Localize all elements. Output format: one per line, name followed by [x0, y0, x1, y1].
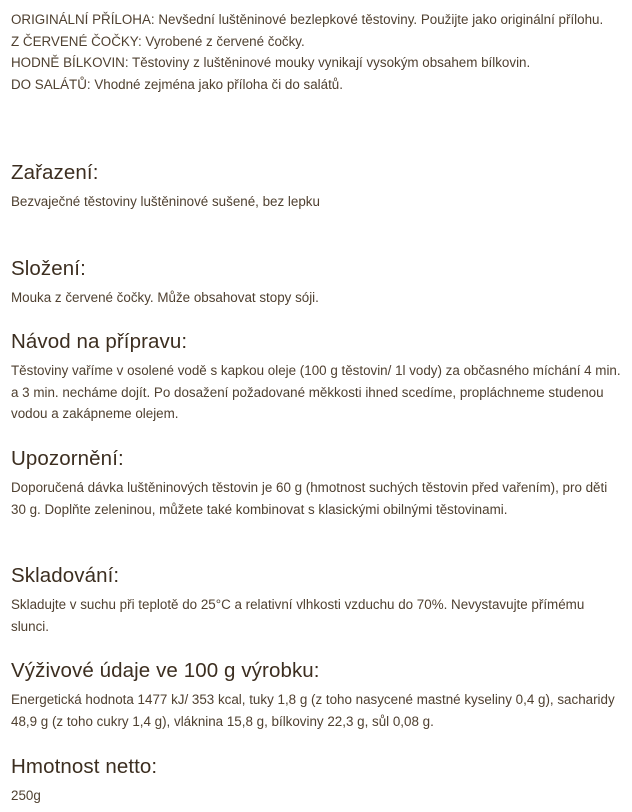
section-text: Těstoviny vaříme v osolené vodě s kapkou oleje (100 g těstovin/ 1l vody) za občasného míchání 4 min. a 3 min. necháme dojít. Po dosažení požadované měkkosti ihned scedíme, propláchneme studenou vodou a zakápneme olejem. — [11, 363, 621, 421]
section-text: Mouka z červené čočky. Může obsahovat stopy sóji. — [11, 290, 319, 305]
section-heading: Výživové údaje ve 100 g výrobku: — [11, 659, 320, 682]
section-vyzivove-udaje — [11, 658, 621, 732]
section-slozeni — [11, 256, 621, 309]
product-intro — [11, 9, 621, 95]
intro-hodne-bilkovin: HODNĚ BÍLKOVIN: Těstoviny z luštěninové mouky vynikají vysokým obsahem bílkovin. — [11, 55, 531, 70]
section-text: Doporučená dávka luštěninových těstovin je 60 g (hmotnost suchých těstovin před vařením), pro děti 30 g. Doplňte zeleninou, můžete také kombinovat s klasickými obilnými těstovinami. — [11, 480, 608, 517]
section-heading: Hmotnost netto: — [11, 755, 158, 778]
intro-original-priloha: ORIGINÁLNÍ PŘÍLOHA: Nevšední luštěninové bezlepkové těstoviny. Použijte jako originální přílohu. — [11, 12, 604, 27]
section-navod — [11, 329, 621, 425]
section-text: Bezvaječné těstoviny luštěninové sušené, bez lepku — [11, 194, 320, 209]
section-heading: Složení: — [11, 257, 86, 280]
section-heading: Návod na přípravu: — [11, 330, 188, 353]
section-hmotnost-netto — [11, 754, 621, 807]
section-heading: Upozornění: — [11, 447, 124, 470]
section-skladovani — [11, 563, 621, 637]
intro-do-salatu: DO SALÁTŮ: Vhodné zejména jako příloha či do salátů. — [11, 76, 343, 92]
section-zarazeni — [11, 160, 621, 213]
section-text: 250g — [11, 788, 41, 803]
section-heading: Zařazení: — [11, 161, 99, 184]
section-upozorneni — [11, 446, 621, 520]
section-text: Skladujte v suchu při teplotě do 25°C a relativní vlhkosti vzduchu do 70%. Nevystavujte přímému slunci. — [11, 597, 585, 634]
section-text: Energetická hodnota 1477 kJ/ 353 kcal, tuky 1,8 g (z toho nasycené mastné kyseliny 0,4 g), sacharidy 48,9 g (z toho cukry 1,4 g), vláknina 15,8 g, bílkoviny 22,3 g, sůl 0,08 g. — [11, 692, 615, 729]
section-heading: Skladování: — [11, 564, 120, 587]
intro-cervene-cocky: Z ČERVENÉ ČOČKY: Vyrobené z červené čočky. — [11, 33, 305, 49]
